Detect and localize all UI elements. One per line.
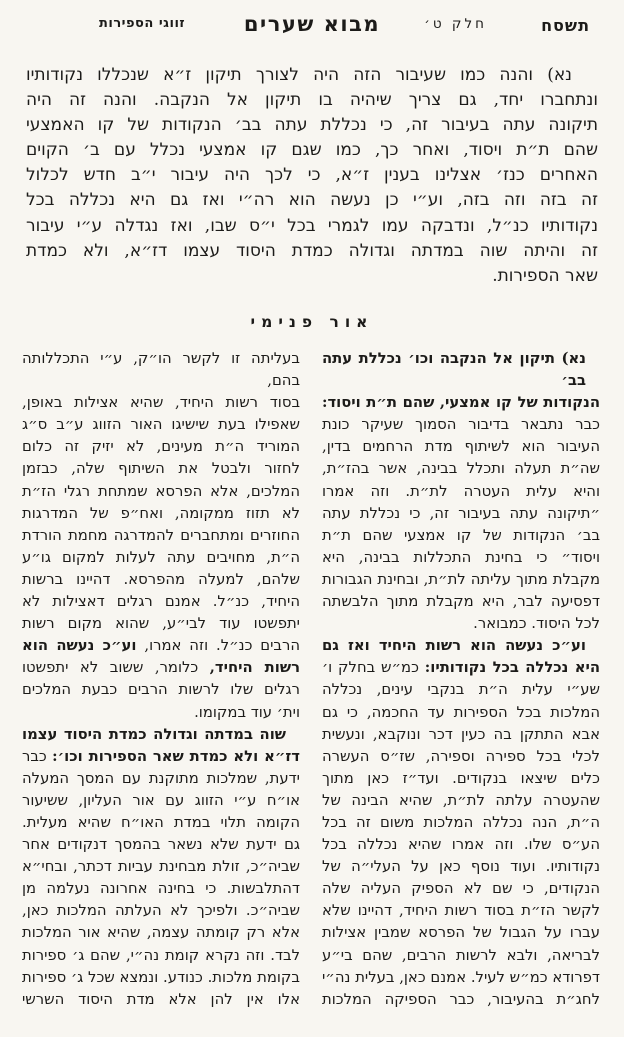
text-line: המלכים, אלא הפרסא שמתחת רגלי הז״ת [22,482,300,500]
text-line: או״ח ע״י הזווג עם אור העליון, ששיעור [22,791,300,809]
text-line: ״תיקונה עתה בעיבור זה, כי נכללת עתה [322,504,600,522]
text-line: דפסיעה לבר, היא מקבלת מתוך הלבשתה [322,593,600,611]
text-line: שע״י עלית ה״ת בנקבי עינים, נכללה [322,681,600,699]
text-line: תיקונה עתה בעיבור זה, כי נכללת עתה בב׳ הנקודות של קו האמצעי [26,115,598,136]
text-line: הע״ס שלו. וזה אמרו שהיא נכללה בכל [322,836,600,854]
text-line [322,657,600,679]
text-line: ונתחברו יחד, גם צריך שיהיה בו תיקון אל הנקבה. והנה זה היה [26,90,598,111]
text-line: הנקודות של קו אמצעי, שהם ת״ת ויסוד: [322,394,600,412]
text-line: לבד. וזה נקרא קומת נה״י, שהם ג׳ ספירות [22,946,300,964]
commentary-column-left [22,348,300,1011]
text-line: לכל היסוד. כמבואר. [473,615,600,633]
page-number: תשסח [541,16,590,35]
text-segment: כמ״ש בחלק ו׳ [322,659,425,677]
text-line: ידעת, שמלכות מתוקנת עם המסך המעלה [22,769,300,787]
text-line: כבר נתבאר בדיבור הסמוך שעיקר כונת [322,416,600,434]
text-line: לקשר הז״ת בסוד רשות היחיד, דהיינו שלא [322,902,600,920]
text-segment: כלומר, ששוב לא יתפשטו [22,659,210,677]
text-line: והיא עלית העטרה לת״ת. וזה אמרו [322,482,600,500]
text-line: יתפשטו עוד לבי״ע, שהוא מקום רשות [22,615,300,633]
text-line: ה״ת, מחויבים עתה לעלות למקום גו״ע [22,548,300,566]
text-segment: כבר [22,747,53,765]
text-line: דהתלבשות. כי בחינה אחרונה נעלמה מן [22,880,300,898]
text-line: נקודותיו כנ״ל, ונדבקה עמו לגמרי בכל י״ס שבו, ואז נגדלה ע״י עיבור [26,215,598,236]
intro-paragraph [26,63,598,289]
text-line: אלו אין להן אלא מדת היסוד השרשי [22,990,300,1008]
text-line: מקבלת מתוך עליתה לת״ת, ובחינת הגבורות [322,570,600,588]
section-title: זווגי הספירות [99,16,186,31]
text-line: עברו על הגבול של הפרסא שמבין אצילות [322,924,600,942]
text-line: היחיד, כנ״ל. אמנם רגלים דאצילות לא [22,593,300,611]
text-line: הנקודים, כי שם לא הספיק העליה שלה [322,880,600,898]
text-line: שה״ת תעלה ותכלל בבינה, אשר בהז״ת, [322,460,600,478]
text-line [22,746,300,768]
text-line: וע״כ נעשה הוא רשות היחיד ואז גם [322,637,586,655]
text-line: שביה״כ. ולפיכך לא העלתה המלכות כאן, [22,902,300,920]
text-segment: דז״א ולא כמדת שאר הספירות וכו׳: [52,747,300,765]
text-line: שוה במדתה וגדולה כמדת היסוד עצמו [22,725,286,743]
text-line: דפרודא כמ״ש לעיל. אמנם כאן, בעלית נה״י [322,968,600,986]
text-line: לחזור ולבטל את השיתוף שלה, כבזמן [22,460,300,478]
text-line [22,635,300,657]
text-segment: רשות היחיד, [209,659,300,677]
text-line: שביה״כ, זולת מבחינת עביות דכתר, ובחי״א [22,858,300,876]
text-line: ויסוד״ כי בחינת התכללות בבינה, היא [322,548,600,566]
text-line: בב׳ הנקודות של קו אמצעי שהם ת״ת [322,526,600,544]
text-line: ה״ת, הנה נכללה המלכות משום זה בכל [322,813,600,831]
text-line: נקודותיו. ועוד נוסף כאן על העלי״ה של [322,858,600,876]
text-line: נא) והנה כמו שעיבור הזה היה לצורך תיקון ז״א שנכללו נקודותיו [26,65,572,85]
text-line: האחרים כנז׳ אצלינו בענין ז״א, כי לכך היה עיבור י״ב חדש לכלול [26,165,598,186]
text-line: שהם ת״ת ויסוד, ואחר כך, כמו שגם קו אמצעי נכלל עם ב׳ הקוים [26,140,598,161]
text-line: המלכות בכל הספירות עד החכמה, כי גם [322,703,600,721]
text-line: בקומת מלכות. כנודע. ונמצא שכל ג׳ ספירות [22,968,300,986]
text-line: לחג״ת בהעיבור, כבר הספיקה המלכות [322,990,600,1008]
text-line: זה בזה וזה בזה, וע״י כן נעשה הוא רה״י ואז גם היא נכללה בכל [26,190,598,211]
text-line: אלא רק קומתה עצמה, שהיא אור המלכות [22,924,300,942]
text-line: וית׳ עוד במקומו. [194,703,300,721]
text-line: בעליתה זו לקשר הו״ק, ע״י התכללותה בהם, [22,350,300,390]
text-line: שהעטרה עלתה לת״ת, שהיא הבינה של [322,791,600,809]
text-line: העיבור הוא לשיתוף מדת הרחמים בדין, [322,438,600,456]
text-line: שאפילו בעת שישיגו האור הזווג ע״ב ס״ג [22,416,300,434]
text-line: אבא התתקן בה כעין דכר ונוקבא, ונעשית [322,725,600,743]
text-line: זה והיתה שוה במדתה וגדולה כמדת היסוד עצמו דז״א, ולא כמדת [26,240,598,261]
text-segment: הרבים כנ״ל. וזה אמרו, [136,637,300,655]
text-line: נא) תיקון אל הנקבה וכו׳ נכללת עתה בב׳ [322,350,586,390]
text-line [22,657,300,679]
commentary-heading: אור פנימי [250,312,374,331]
volume-part: חלק ט׳ [424,16,487,32]
text-segment: וע״כ נעשה הוא [22,637,137,655]
text-line: לא תזוז ממקומה, ואח״פ של המדרגות [22,504,300,522]
text-line: החוזרים ומתחברים להמדרגה מחמת הורדת [22,526,300,544]
text-line: גם ידעת שלא נשאר בהמסך דנקודים אחר [22,836,300,854]
text-line: לכלי בכל ספירה וספירה, שז״ס העשרה [322,747,600,765]
text-line: לבריאה, ולבא לרשות הרבים, שהם בי״ע [322,946,600,964]
book-title: מבוא שערים [243,11,381,36]
text-line: שלהם, למעלה מהפרסא. דהיינו ברשות [22,570,300,588]
text-line: כלים שיצאו בנקודים. ועד״ז כאן מתוך [322,769,600,787]
text-line: שאר הספירות. [492,265,598,286]
text-segment: היא נכללה בכל נקודותיו: [424,659,600,677]
text-line: בסוד רשות היחיד, שהיא אצילות באופן, [22,394,300,412]
text-line: הקומה תלוי במדת האו״ח שהיא מעלית. [22,813,300,831]
text-line: רגלים שלו לרשות הרבים כבעת המלכים [22,681,300,699]
text-line: המוריד ה״ת מעינים, לא יזיק זה כלום [22,438,300,456]
commentary-column-right [322,348,600,1011]
